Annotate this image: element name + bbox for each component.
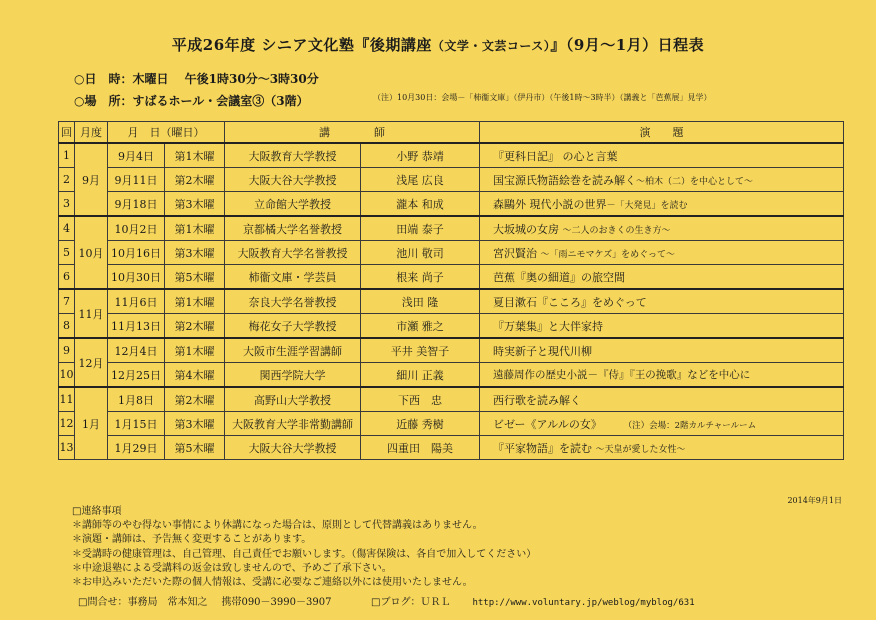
contact-person: □問合せ：事務局 常本知之 <box>78 597 208 608</box>
table-row <box>59 338 844 363</box>
row-date: 9月18日 <box>108 192 165 217</box>
table-row <box>59 436 844 460</box>
table-row <box>59 387 844 412</box>
row-no: 8 <box>59 314 75 339</box>
datetime-info <box>74 70 319 87</box>
table-row <box>59 363 844 388</box>
row-day: 第3木曜 <box>165 192 225 217</box>
row-date: 12月25日 <box>108 363 165 388</box>
notice-list <box>72 505 536 590</box>
row-month: 1月 <box>75 387 108 460</box>
row-topic <box>480 265 844 290</box>
row-date: 1月8日 <box>108 387 165 412</box>
row-no: 3 <box>59 192 75 217</box>
table-row <box>59 168 844 192</box>
row-topic <box>480 412 844 436</box>
contact-phone: 携帯090－3990－3907 <box>221 597 332 608</box>
row-no: 10 <box>59 363 75 388</box>
topic-sub: ～柏木（二）を中心として～ <box>636 176 754 187</box>
blog-url[interactable]: http://www.voluntary.jp/weblog/myblog/631 <box>472 598 695 608</box>
row-month: 11月 <box>75 289 108 338</box>
topic-sub: ～二人のおきくの生き方～ <box>562 225 671 236</box>
row-day: 第2木曜 <box>165 168 225 192</box>
row-day: 第5木曜 <box>165 265 225 290</box>
header-lecturer: 講 師 <box>225 122 480 144</box>
row-no: 7 <box>59 289 75 314</box>
row-affiliation: 梅花女子大学教授 <box>225 314 361 339</box>
row-lecturer: 小野 恭靖 <box>361 143 480 168</box>
notice-item: ＊受講時の健康管理は、自己管理、自己責任でお願いします。（傷害保険は、各自で加入してください） <box>72 548 537 560</box>
row-day: 第2木曜 <box>165 314 225 339</box>
row-date: 10月30日 <box>108 265 165 290</box>
header-month: 月度 <box>75 122 108 144</box>
row-day: 第2木曜 <box>165 387 225 412</box>
row-month: 10月 <box>75 216 108 289</box>
topic-main: ビゼー《アルルの女》 <box>493 417 602 431</box>
header-date: 月 日（曜日） <box>108 122 225 144</box>
row-topic <box>480 168 844 192</box>
row-day: 第1木曜 <box>165 289 225 314</box>
table-row <box>59 412 844 436</box>
row-day: 第1木曜 <box>165 216 225 241</box>
row-date: 10月2日 <box>108 216 165 241</box>
row-no: 1 <box>59 143 75 168</box>
row-day: 第1木曜 <box>165 143 225 168</box>
place-value: すばるホール・会議室③（3階） <box>132 94 309 108</box>
topic-main: 国宝源氏物語絵巻を読み解く <box>493 173 636 187</box>
header-topic: 演 題 <box>480 122 844 144</box>
topic-main: 時実新子と現代川柳 <box>493 344 592 358</box>
row-lecturer: 瀧本 和成 <box>361 192 480 217</box>
row-lecturer: 田端 泰子 <box>361 216 480 241</box>
row-affiliation: 京都橘大学名誉教授 <box>225 216 361 241</box>
blog-info <box>371 593 695 608</box>
title-main: 平成26年度 シニア文化塾『後期講座 <box>171 36 432 54</box>
notice-item: ＊中途退塾による受講料の返金は致しませんので、予めご了承下さい。 <box>72 562 392 574</box>
notice-item: ＊講師等のやむ得ない事情により休講になった場合は、原則として代替講義はありません。 <box>72 520 483 532</box>
notice-heading: □連絡事項 <box>72 506 122 517</box>
notice-item: ＊演題・講師は、予告無く変更することがあります。 <box>72 534 312 546</box>
row-topic <box>480 216 844 241</box>
venue-note: （注）10月30日：会場－「柿衞文庫」（伊丹市）（午後1時～3時半）（講義と「芭蕉展」見学） <box>373 93 712 102</box>
row-lecturer: 平井 美智子 <box>361 338 480 363</box>
row-topic <box>480 363 844 388</box>
notice-item: ＊お申込みいただいた際の個人情報は、受講に必要なご連絡以外には使用いたしません。 <box>72 577 473 589</box>
issue-date: 2014年9月1日 <box>787 496 842 505</box>
row-date: 12月4日 <box>108 338 165 363</box>
row-date: 11月13日 <box>108 314 165 339</box>
blog-label: □ブログ：ＵＲＬ <box>371 597 451 608</box>
topic-main: 芭蕉『奥の細道』の旅空間 <box>493 270 625 284</box>
topic-sub: ～「雨ニモマケズ」をめぐって～ <box>540 249 675 260</box>
table-row <box>59 192 844 217</box>
row-lecturer: 近藤 秀樹 <box>361 412 480 436</box>
row-affiliation: 大阪大谷大学教授 <box>225 168 361 192</box>
row-no: 5 <box>59 241 75 265</box>
row-month: 9月 <box>75 143 108 216</box>
row-topic <box>480 436 844 460</box>
page-title <box>0 34 876 55</box>
row-affiliation: 大阪大谷大学教授 <box>225 436 361 460</box>
row-date: 10月16日 <box>108 241 165 265</box>
row-lecturer: 池川 敬司 <box>361 241 480 265</box>
row-date: 9月4日 <box>108 143 165 168</box>
row-no: 2 <box>59 168 75 192</box>
row-day: 第3木曜 <box>165 241 225 265</box>
row-affiliation: 柿衞文庫・学芸員 <box>225 265 361 290</box>
row-lecturer: 浅尾 広良 <box>361 168 480 192</box>
row-lecturer: 市瀬 雅之 <box>361 314 480 339</box>
row-no: 6 <box>59 265 75 290</box>
row-topic <box>480 338 844 363</box>
topic-main: 大坂城の女房 <box>493 222 559 236</box>
row-lecturer: 細川 正義 <box>361 363 480 388</box>
row-lecturer: 下西 忠 <box>361 387 480 412</box>
row-lecturer: 四重田 陽美 <box>361 436 480 460</box>
row-no: 13 <box>59 436 75 460</box>
title-course: （文学・文芸コース） <box>431 39 551 53</box>
place-label: ○場 所： <box>74 94 133 108</box>
topic-sub: ～天皇が愛した女性～ <box>595 444 686 455</box>
row-topic <box>480 289 844 314</box>
contact-info <box>78 593 331 608</box>
row-no: 4 <box>59 216 75 241</box>
table-header-row <box>59 122 844 144</box>
row-affiliation: 大阪教育大学名誉教授 <box>225 241 361 265</box>
row-affiliation: 関西学院大学 <box>225 363 361 388</box>
topic-main: 森鷗外 現代小説の世界 <box>493 197 607 211</box>
row-date: 1月29日 <box>108 436 165 460</box>
table-row <box>59 143 844 168</box>
row-topic <box>480 387 844 412</box>
topic-venue-note: （注）会場：2階カルチャールーム <box>627 420 757 431</box>
row-no: 12 <box>59 412 75 436</box>
topic-main: 『更科日記』 の心と言葉 <box>493 149 618 163</box>
row-date: 9月11日 <box>108 168 165 192</box>
table-row <box>59 241 844 265</box>
row-affiliation: 大阪市生涯学習講師 <box>225 338 361 363</box>
row-day: 第4木曜 <box>165 363 225 388</box>
row-topic <box>480 241 844 265</box>
row-affiliation: 奈良大学名誉教授 <box>225 289 361 314</box>
row-affiliation: 立命館大学教授 <box>225 192 361 217</box>
row-no: 9 <box>59 338 75 363</box>
row-month: 12月 <box>75 338 108 387</box>
schedule-table <box>58 121 844 460</box>
topic-main: 夏目漱石『こころ』をめぐって <box>493 295 647 309</box>
topic-main: 遠藤周作の歴史小説－『侍』『王の挽歌』などを中心に <box>493 369 751 381</box>
datetime-value: 木曜日 午後1時30分～3時30分 <box>132 72 319 86</box>
table-row <box>59 216 844 241</box>
row-date: 11月6日 <box>108 289 165 314</box>
topic-main: 『平家物語』を読む <box>493 441 592 455</box>
title-period: 』（9月～1月）日程表 <box>550 36 705 54</box>
row-day: 第5木曜 <box>165 436 225 460</box>
row-topic <box>480 314 844 339</box>
row-affiliation: 高野山大学教授 <box>225 387 361 412</box>
row-topic <box>480 192 844 217</box>
row-day: 第1木曜 <box>165 338 225 363</box>
topic-sub: －「大発見」を読む <box>606 200 688 211</box>
header-no: 回 <box>59 122 75 144</box>
row-lecturer: 根来 尚子 <box>361 265 480 290</box>
row-affiliation: 大阪教育大学教授 <box>225 143 361 168</box>
row-day: 第3木曜 <box>165 412 225 436</box>
topic-main: 宮沢賢治 <box>493 246 537 260</box>
row-no: 11 <box>59 387 75 412</box>
row-date: 1月15日 <box>108 412 165 436</box>
place-info <box>74 92 309 109</box>
row-affiliation: 大阪教育大学非常勤講師 <box>225 412 361 436</box>
row-lecturer: 浅田 隆 <box>361 289 480 314</box>
table-row <box>59 289 844 314</box>
table-row <box>59 265 844 290</box>
topic-main: 『万葉集』と大伴家持 <box>493 319 603 333</box>
topic-main: 西行歌を読み解く <box>493 393 581 407</box>
row-topic <box>480 143 844 168</box>
datetime-label: ○日 時： <box>74 72 133 86</box>
table-row <box>59 314 844 339</box>
